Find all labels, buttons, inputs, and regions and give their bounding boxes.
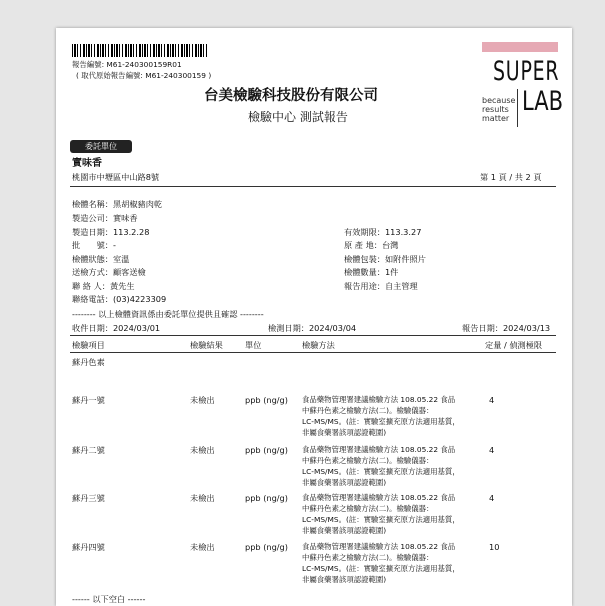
sample-field: 檢體狀態：室溫 [72, 254, 130, 264]
client-address: 桃園市中壢區中山路8號 [72, 172, 160, 182]
row-unit: ppb (ng/g) [245, 493, 288, 503]
logo-color-bar [482, 42, 558, 52]
row-method-line: 中蘇丹色素之檢驗方法(二)。檢驗儀器： [302, 504, 434, 513]
replaced-report-number: ( 取代原始報告編號: M61-240300159 ) [76, 71, 212, 80]
sample-info-note: -------- 以上檢體資訊係由委託單位提供且確認 -------- [72, 309, 264, 319]
received-date: 收件日期：2024/03/01 [72, 323, 161, 333]
row-method-line: 食品藥物管理署建議檢驗方法 108.05.22 食品 [302, 542, 456, 551]
logo-lab: LAB [522, 86, 564, 117]
sample-field: 原 產 地：台灣 [344, 240, 399, 250]
test-date: 檢測日期：2024/03/04 [268, 323, 357, 333]
row-unit: ppb (ng/g) [245, 542, 288, 552]
company-name: 台美檢驗科技股份有限公司 [204, 88, 378, 104]
row-limit: 4 [489, 493, 495, 503]
sample-field: 檢體數量：1件 [344, 267, 399, 277]
logo-divider [517, 89, 518, 127]
row-result: 未檢出 [190, 395, 215, 405]
logo-tagline-2: results [482, 105, 509, 114]
divider-line [70, 186, 556, 187]
client-name: 實味香 [72, 158, 102, 169]
row-method-line: 非屬食藥署該項認證範圍) [302, 478, 387, 487]
header-item: 檢驗項目 [72, 340, 105, 350]
report-date: 報告日期：2024/03/13 [462, 323, 551, 333]
row-item: 蘇丹二號 [72, 445, 105, 455]
row-method-line: LC-MS/MS。(註：實驗室擴充原方法適用基質， [302, 417, 460, 426]
sample-field: 聯絡電話：(03)4223309 [72, 294, 167, 304]
row-result: 未檢出 [190, 493, 215, 503]
sample-field: 檢體包裝：如附件照片 [344, 254, 426, 264]
sample-field: 送檢方式：顧客送檢 [72, 267, 146, 277]
report-number: 報告編號: M61-240300159R01 [72, 60, 182, 69]
row-method-line: 食品藥物管理署建議檢驗方法 108.05.22 食品 [302, 493, 456, 502]
row-method-line: 中蘇丹色素之檢驗方法(二)。檢驗儀器： [302, 406, 434, 415]
header-method: 檢驗方法 [302, 340, 335, 350]
header-limit: 定量 / 偵測極限 [485, 340, 543, 350]
row-method-line: 非屬食藥署該項認證範圍) [302, 526, 387, 535]
client-badge: 委託單位 [70, 140, 132, 153]
row-unit: ppb (ng/g) [245, 445, 288, 455]
row-limit: 4 [489, 395, 495, 405]
sample-field: 報告用途：自主管理 [344, 281, 418, 291]
header-result: 檢驗結果 [190, 340, 223, 350]
row-method-line: LC-MS/MS。(註：實驗室擴充原方法適用基質， [302, 515, 460, 524]
row-item: 蘇丹三號 [72, 493, 105, 503]
divider-line [70, 335, 556, 336]
row-limit: 4 [489, 445, 495, 455]
row-result: 未檢出 [190, 542, 215, 552]
sample-field: 製造日期：113.2.28 [72, 227, 150, 237]
row-method-line: 非屬食藥署該項認證範圍) [302, 575, 387, 584]
row-method-line: LC-MS/MS。(註：實驗室擴充原方法適用基質， [302, 467, 460, 476]
row-item: 蘇丹四號 [72, 542, 105, 552]
sample-field: 製造公司：實味香 [72, 213, 138, 223]
test-group-title: 蘇丹色素 [72, 357, 105, 367]
report-subtitle: 檢驗中心 測試報告 [248, 110, 348, 124]
row-method-line: 食品藥物管理署建議檢驗方法 108.05.22 食品 [302, 395, 456, 404]
header-unit: 單位 [245, 340, 262, 350]
row-method-line: 中蘇丹色素之檢驗方法(二)。檢驗儀器： [302, 456, 434, 465]
end-of-table-note: ------ 以下空白 ------ [72, 594, 146, 604]
report-page [56, 28, 572, 606]
sample-field: 批 號：- [72, 240, 116, 250]
logo-tagline-1: because [482, 96, 516, 105]
row-result: 未檢出 [190, 445, 215, 455]
row-method-line: LC-MS/MS。(註：實驗室擴充原方法適用基質， [302, 564, 460, 573]
sample-field: 有效期限：113.3.27 [344, 227, 422, 237]
row-unit: ppb (ng/g) [245, 395, 288, 405]
logo-super: SUPER [493, 56, 560, 87]
row-method-line: 非屬食藥署該項認證範圍) [302, 428, 387, 437]
row-method-line: 食品藥物管理署建議檢驗方法 108.05.22 食品 [302, 445, 456, 454]
row-item: 蘇丹一號 [72, 395, 105, 405]
divider-line [70, 352, 556, 353]
row-method-line: 中蘇丹色素之檢驗方法(二)。檢驗儀器： [302, 553, 434, 562]
barcode [72, 44, 208, 57]
logo-tagline-3: matter [482, 114, 510, 123]
row-limit: 10 [489, 542, 500, 552]
sample-field: 檢體名稱：黑胡椒豬肉乾 [72, 199, 163, 209]
page-number: 第 1 頁 / 共 2 頁 [480, 172, 542, 182]
sample-field: 聯 絡 人：黃先生 [72, 281, 135, 291]
